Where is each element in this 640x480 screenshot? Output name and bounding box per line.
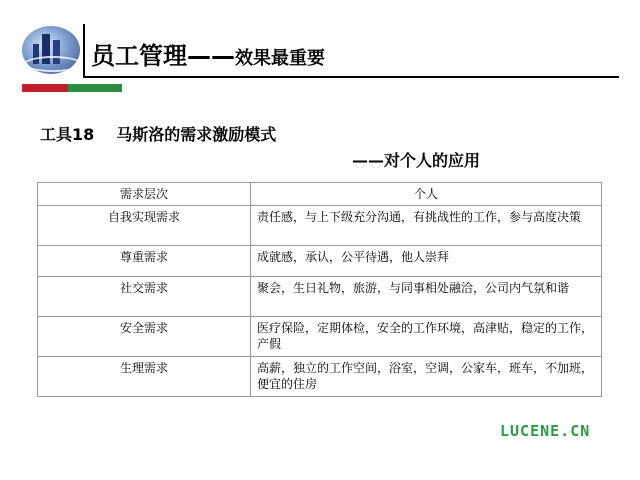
accent-bar-green [68, 84, 122, 92]
header-rule [83, 76, 619, 78]
watermark-logo: LUCENE.CN [500, 422, 591, 440]
need-level-cell: 社交需求 [38, 277, 251, 317]
tool-name: 马斯洛的需求激励模式 [116, 125, 277, 144]
tool-number: 工具18 [40, 125, 95, 144]
need-level-cell: 尊重需求 [38, 246, 251, 277]
need-level-cell: 生理需求 [38, 357, 251, 397]
slide-title-main: 员工管理—— [91, 42, 235, 70]
table-header-row [38, 183, 602, 206]
need-level-cell: 自我实现需求 [38, 206, 251, 246]
slide-title-subtitle: 效果最重要 [235, 48, 325, 69]
globe-logo-icon [22, 26, 80, 74]
personal-cell: 高薪，独立的工作空间，浴室，空调，公家车，班车，不加班，便宜的住房 [251, 357, 602, 397]
need-level-cell: 安全需求 [38, 317, 251, 357]
personal-cell: 成就感，承认，公平待遇，他人崇拜 [251, 246, 602, 277]
slide-title [91, 36, 325, 71]
personal-cell: 医疗保险，定期体检，安全的工作环境，高津贴，稳定的工作，产假 [251, 317, 602, 357]
tool-subtitle: ——对个人的应用 [352, 151, 481, 170]
personal-cell: 聚会，生日礼物，旅游，与同事相处融洽，公司内气氛和谐 [251, 277, 602, 317]
accent-bar-red [22, 84, 68, 92]
tool-heading [40, 122, 276, 145]
column-header-level: 需求层次 [38, 183, 251, 206]
table-row [38, 317, 602, 357]
needs-table [37, 182, 602, 397]
table-row [38, 206, 602, 246]
table-row [38, 246, 602, 277]
slide-header [0, 0, 640, 95]
header-divider [83, 24, 85, 78]
personal-cell: 责任感，与上下级充分沟通，有挑战性的工作，参与高度决策 [251, 206, 602, 246]
table-row [38, 357, 602, 397]
column-header-personal: 个人 [251, 183, 602, 206]
table-row [38, 277, 602, 317]
